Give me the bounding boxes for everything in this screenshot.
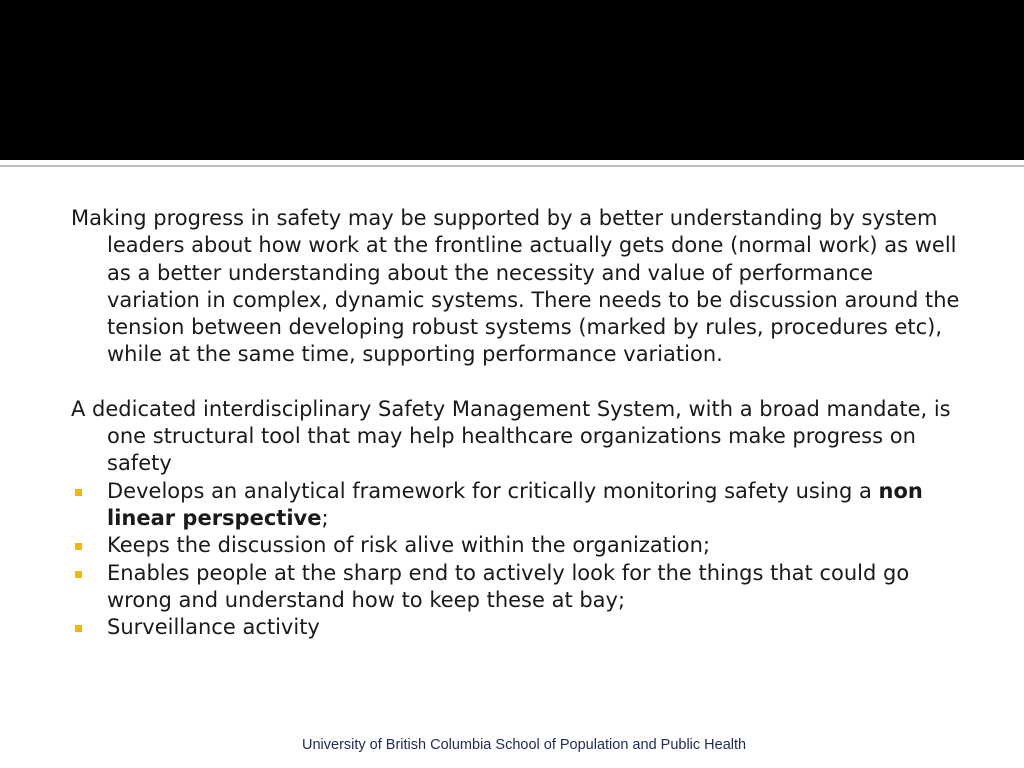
bullet-text-lead: Develops an analytical framework for critically monitoring safety using a	[107, 478, 879, 503]
divider-line	[0, 165, 1024, 167]
bullet-list	[71, 478, 971, 642]
paragraph-1: Making progress in safety may be supported by a better understanding by system leaders about how work at the frontline actually gets done (normal work) as well as a better understanding about the necessity and value of performance variation in complex, dynamic systems. There needs to be discussion around the tension between developing robust systems (marked by rules, procedures etc), while at the same time, supporting performance variation.	[71, 206, 960, 367]
bullet-item	[71, 478, 971, 533]
footer-institution: University of British Columbia School of Population and Public Health	[302, 737, 747, 753]
bullet-square-icon	[75, 571, 82, 578]
bullet-text: Enables people at the sharp end to actively look for the things that could go wrong and understand how to keep these at bay;	[107, 560, 910, 612]
bullet-square-icon	[75, 543, 82, 550]
bullet-text: Surveillance activity	[107, 615, 320, 640]
bullet-item	[71, 614, 971, 641]
bullet-text-bold: non linear perspective	[107, 478, 923, 530]
bullet-text: Keeps the discussion of risk alive within the organization;	[107, 533, 711, 558]
bullet-item	[71, 560, 971, 615]
bullet-square-icon	[75, 489, 82, 496]
bullet-square-icon	[75, 625, 82, 632]
paragraph-2: A dedicated interdisciplinary Safety Management System, with a broad mandate, is one structural tool that may help healthcare organizations make progress on safety	[71, 396, 951, 476]
header-band	[0, 0, 1024, 160]
bullet-text-tail: ;	[321, 505, 329, 530]
slide-content	[71, 205, 971, 641]
bullet-item	[71, 532, 971, 559]
